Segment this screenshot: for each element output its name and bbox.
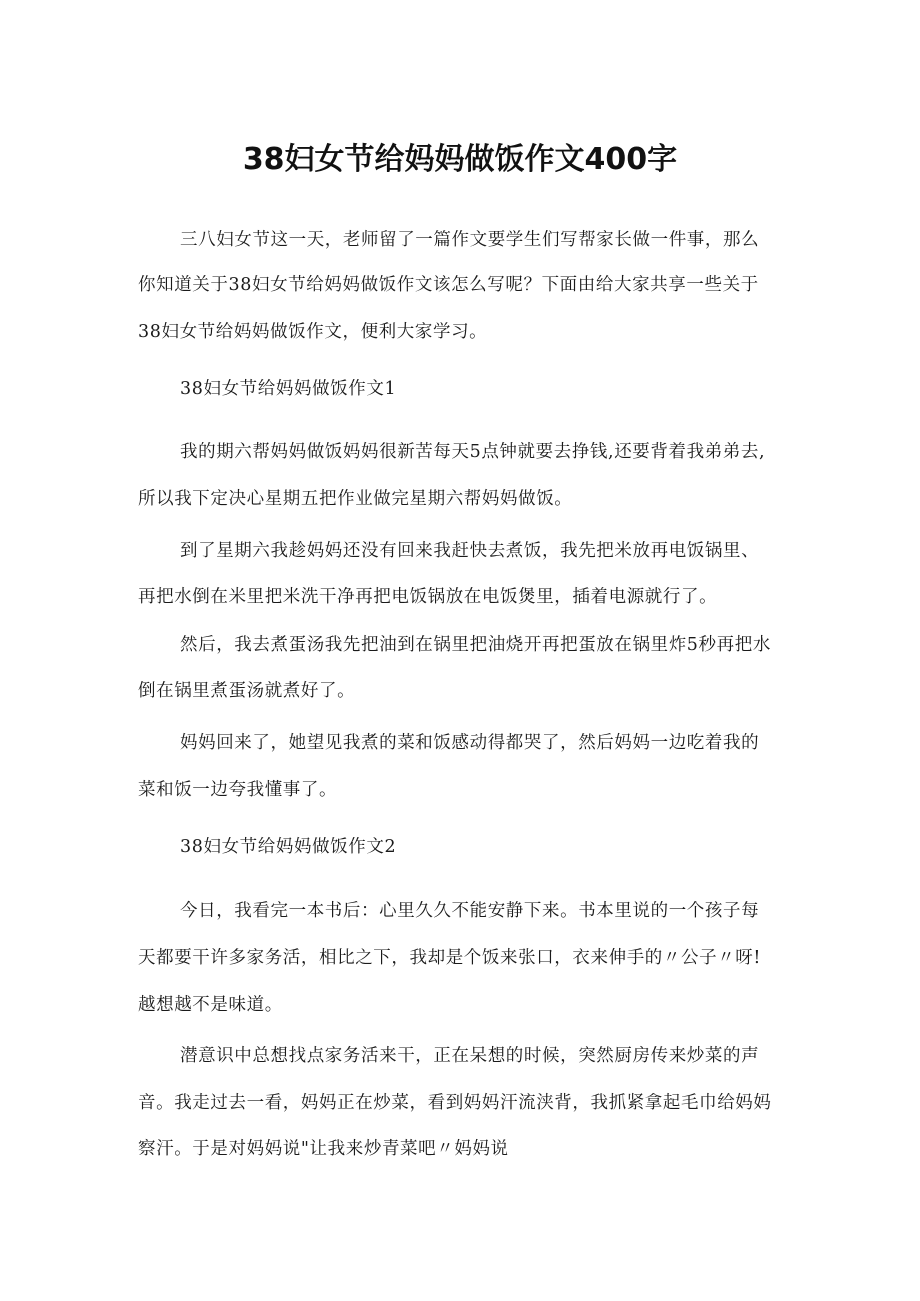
document-title: 38妇女节给妈妈做饭作文400字 (242, 142, 678, 177)
paragraph-line: 天都要干许多家务活，相比之下，我却是个饭来张口，衣来伸手的〃公子〃呀! (138, 948, 762, 968)
paragraph-line: 越想越不是味道。 (138, 995, 283, 1015)
paragraph-line: 察汗。于是对妈妈说"让我来炒青菜吧〃妈妈说 (138, 1139, 509, 1159)
paragraph-line: 所以我下定决心星期五把作业做完星期六帮妈妈做饭。 (138, 489, 573, 509)
paragraph-line: 菜和饭一边夸我懂事了。 (138, 780, 338, 800)
paragraph-line: 然后，我去煮蛋汤我先把油到在锅里把油烧开再把蛋放在锅里炸5秒再把水 (180, 635, 771, 655)
paragraph-line: 潜意识中总想找点家务活来干，正在呆想的时候，突然厨房传来炒菜的声 (180, 1046, 760, 1066)
paragraph-line: 三八妇女节这一天，老师留了一篇作文要学生们写帮家长做一件事，那么 (180, 230, 760, 250)
paragraph-line: 妈妈回来了，她望见我煮的菜和饭感动得都哭了，然后妈妈一边吃着我的 (180, 733, 760, 753)
paragraph-line: 音。我走过去一看，妈妈正在炒菜，看到妈妈汗流浃背，我抓紧拿起毛巾给妈妈 (138, 1093, 772, 1113)
paragraph-line: 再把水倒在米里把米洗干净再把电饭锅放在电饭煲里，插着电源就行了。 (138, 587, 718, 607)
paragraph-line: 到了星期六我趁妈妈还没有回来我赶快去煮饭，我先把米放再电饭锅里、 (180, 541, 760, 561)
paragraph-line: 你知道关于38妇女节给妈妈做饭作文该怎么写呢？下面由给大家共享一些关于 (138, 275, 759, 295)
section-heading: 38妇女节给妈妈做饭作文1 (180, 379, 397, 399)
paragraph-line: 我的期六帮妈妈做饭妈妈很新苦每天5点钟就要去挣钱,还要背着我弟弟去, (180, 442, 766, 462)
section-heading: 38妇女节给妈妈做饭作文2 (180, 837, 397, 857)
paragraph-line: 今日，我看完一本书后：心里久久不能安静下来。书本里说的一个孩子每 (180, 901, 760, 921)
paragraph-line: 38妇女节给妈妈做饭作文，便利大家学习。 (138, 322, 488, 342)
paragraph-line: 倒在锅里煮蛋汤就煮好了。 (138, 681, 356, 701)
